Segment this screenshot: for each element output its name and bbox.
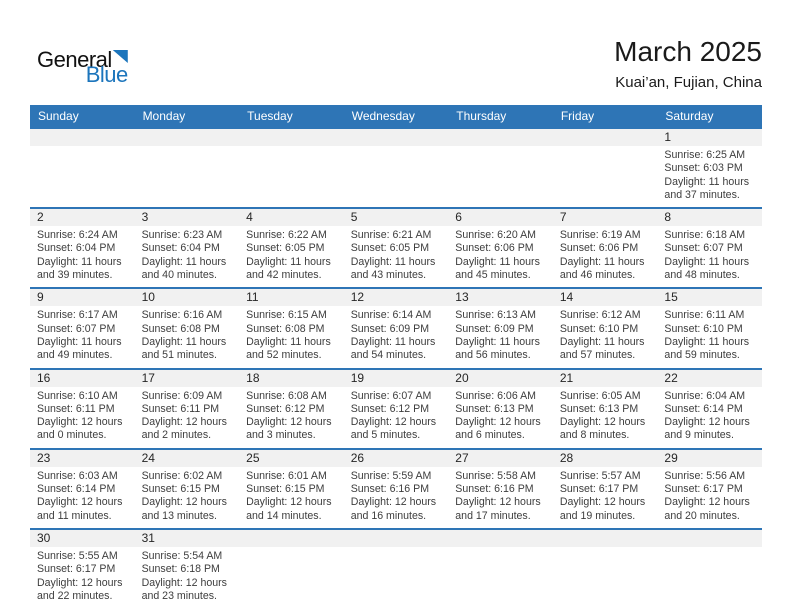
day-cell-17 xyxy=(135,370,240,448)
day-cell-30 xyxy=(30,530,135,608)
day-number: 1 xyxy=(657,129,762,146)
sunrise-text: Sunrise: 5:56 AM xyxy=(664,469,746,482)
day-cell-27 xyxy=(448,450,553,528)
day-cell-19 xyxy=(344,370,449,448)
day-number xyxy=(553,129,658,146)
weekday-header-wednesday: Wednesday xyxy=(351,109,415,123)
day-number: 20 xyxy=(448,370,553,387)
sunset-text: Sunset: 6:13 PM xyxy=(559,402,639,415)
sunrise-text: Sunrise: 6:08 AM xyxy=(246,389,327,402)
sunset-text: Sunset: 6:11 PM xyxy=(37,402,115,415)
sunrise-text: Sunrise: 6:07 AM xyxy=(350,389,432,402)
week-row xyxy=(30,528,762,608)
day-number xyxy=(448,129,553,146)
day-details xyxy=(30,387,135,448)
day-number: 30 xyxy=(30,530,135,547)
sunrise-text: Sunrise: 5:57 AM xyxy=(559,469,641,482)
day-number: 18 xyxy=(239,370,344,387)
day-details xyxy=(30,306,135,367)
weekday-header-sunday: Sunday xyxy=(38,109,79,123)
sunrise-text: Sunrise: 5:59 AM xyxy=(350,469,432,482)
day-details xyxy=(657,547,762,601)
day-number xyxy=(553,530,658,547)
daylight-text: Daylight: 11 hours and 52 minutes. xyxy=(246,335,331,362)
day-cell-16 xyxy=(30,370,135,448)
day-number: 31 xyxy=(135,530,240,547)
sunrise-text: Sunrise: 6:03 AM xyxy=(37,469,118,482)
day-number: 25 xyxy=(239,450,344,467)
sunset-text: Sunset: 6:10 PM xyxy=(559,322,639,335)
page-title: March 2025 xyxy=(614,36,762,67)
day-number: 7 xyxy=(553,209,658,226)
day-cell-29 xyxy=(657,450,762,528)
sunset-text: Sunset: 6:05 PM xyxy=(350,242,430,255)
daylight-text: Daylight: 12 hours and 16 minutes. xyxy=(350,496,437,522)
sunrise-text: Sunrise: 6:13 AM xyxy=(455,309,536,322)
sunset-text: Sunset: 6:06 PM xyxy=(559,242,639,255)
logo-text-blue: Blue xyxy=(85,62,128,87)
day-cell-3 xyxy=(135,209,240,287)
day-number: 8 xyxy=(657,209,762,226)
day-number xyxy=(448,530,553,547)
daylight-text: Daylight: 11 hours and 46 minutes. xyxy=(559,255,645,282)
empty-day-cell xyxy=(553,530,658,608)
day-details xyxy=(344,146,449,200)
empty-day-cell xyxy=(135,129,240,207)
day-number: 10 xyxy=(135,289,240,306)
sunset-text: Sunset: 6:16 PM xyxy=(350,483,430,496)
daylight-text: Daylight: 11 hours and 48 minutes. xyxy=(664,255,750,282)
sunrise-text: Sunrise: 6:04 AM xyxy=(664,389,746,402)
location-subtitle: Kuai’an, Fujian, China xyxy=(615,74,762,91)
day-details xyxy=(553,226,658,287)
sunset-text: Sunset: 6:17 PM xyxy=(37,563,116,576)
sunset-text: Sunset: 6:09 PM xyxy=(350,322,430,335)
sunset-text: Sunset: 6:04 PM xyxy=(141,242,220,255)
day-cell-22 xyxy=(657,370,762,448)
daylight-text: Daylight: 12 hours and 14 minutes. xyxy=(246,496,332,522)
day-details xyxy=(553,387,658,448)
sunset-text: Sunset: 6:11 PM xyxy=(141,402,220,415)
day-cell-15 xyxy=(657,289,762,367)
sunrise-text: Sunrise: 6:17 AM xyxy=(37,309,118,322)
day-details xyxy=(135,226,240,287)
daylight-text: Daylight: 11 hours and 49 minutes. xyxy=(37,335,122,362)
daylight-text: Daylight: 11 hours and 39 minutes. xyxy=(37,255,122,282)
day-number: 13 xyxy=(448,289,553,306)
daylight-text: Daylight: 12 hours and 8 minutes. xyxy=(559,416,646,442)
title-block xyxy=(614,37,762,91)
sunrise-text: Sunrise: 6:05 AM xyxy=(559,389,641,402)
day-number xyxy=(239,129,344,146)
sunset-text: Sunset: 6:14 PM xyxy=(37,483,116,496)
day-number xyxy=(344,129,449,146)
daylight-text: Daylight: 11 hours and 43 minutes. xyxy=(350,255,436,282)
sunset-text: Sunset: 6:08 PM xyxy=(246,322,325,335)
sunset-text: Sunset: 6:12 PM xyxy=(350,402,430,415)
day-details xyxy=(344,226,449,287)
day-details xyxy=(239,547,344,601)
day-cell-6 xyxy=(448,209,553,287)
day-cell-21 xyxy=(553,370,658,448)
empty-day-cell xyxy=(239,129,344,207)
sunrise-text: Sunrise: 6:18 AM xyxy=(664,229,746,242)
daylight-text: Daylight: 12 hours and 9 minutes. xyxy=(664,416,750,442)
week-row xyxy=(30,207,762,287)
daylight-text: Daylight: 12 hours and 13 minutes. xyxy=(141,496,227,522)
daylight-text: Daylight: 12 hours and 19 minutes. xyxy=(559,496,646,522)
empty-day-cell xyxy=(448,530,553,608)
weekday-header-thursday: Thursday xyxy=(456,109,507,123)
sunset-text: Sunset: 6:12 PM xyxy=(246,402,325,415)
daylight-text: Daylight: 11 hours and 45 minutes. xyxy=(455,255,540,282)
day-cell-12 xyxy=(344,289,449,367)
week-row xyxy=(30,448,762,528)
empty-day-cell xyxy=(30,129,135,207)
daylight-text: Daylight: 11 hours and 57 minutes. xyxy=(559,335,645,362)
day-details xyxy=(239,146,344,200)
sunset-text: Sunset: 6:03 PM xyxy=(664,162,743,175)
day-cell-24 xyxy=(135,450,240,528)
daylight-text: Daylight: 12 hours and 17 minutes. xyxy=(455,496,541,522)
day-number: 26 xyxy=(344,450,449,467)
sunrise-text: Sunrise: 6:12 AM xyxy=(559,309,641,322)
empty-day-cell xyxy=(239,530,344,608)
day-details xyxy=(239,226,344,287)
day-cell-28 xyxy=(553,450,658,528)
general-blue-logo xyxy=(37,49,128,87)
day-cell-13 xyxy=(448,289,553,367)
sunset-text: Sunset: 6:17 PM xyxy=(559,483,639,496)
sunset-text: Sunset: 6:06 PM xyxy=(455,242,534,255)
day-cell-18 xyxy=(239,370,344,448)
day-details xyxy=(135,467,240,528)
day-details xyxy=(448,467,553,528)
daylight-text: Daylight: 12 hours and 11 minutes. xyxy=(37,496,123,522)
day-details xyxy=(657,226,762,287)
day-number xyxy=(239,530,344,547)
sunset-text: Sunset: 6:04 PM xyxy=(37,242,116,255)
day-cell-14 xyxy=(553,289,658,367)
day-details xyxy=(344,467,449,528)
day-details xyxy=(448,306,553,367)
day-details xyxy=(30,226,135,287)
sunrise-text: Sunrise: 5:58 AM xyxy=(455,469,536,482)
sunrise-text: Sunrise: 6:01 AM xyxy=(246,469,327,482)
daylight-text: Daylight: 12 hours and 20 minutes. xyxy=(664,496,750,522)
day-number: 2 xyxy=(30,209,135,226)
sunrise-text: Sunrise: 6:24 AM xyxy=(37,229,118,242)
day-number: 4 xyxy=(239,209,344,226)
day-number xyxy=(30,129,135,146)
day-details xyxy=(30,467,135,528)
daylight-text: Daylight: 12 hours and 5 minutes. xyxy=(350,416,437,442)
day-number: 22 xyxy=(657,370,762,387)
sunrise-text: Sunrise: 6:02 AM xyxy=(141,469,223,482)
daylight-text: Daylight: 11 hours and 54 minutes. xyxy=(350,335,436,362)
sunset-text: Sunset: 6:17 PM xyxy=(664,483,743,496)
day-number: 16 xyxy=(30,370,135,387)
weekday-header-saturday: Saturday xyxy=(665,109,714,123)
day-number: 19 xyxy=(344,370,449,387)
day-details xyxy=(344,387,449,448)
day-cell-26 xyxy=(344,450,449,528)
sunset-text: Sunset: 6:10 PM xyxy=(664,322,743,335)
sunrise-text: Sunrise: 6:20 AM xyxy=(455,229,536,242)
sunrise-text: Sunrise: 6:11 AM xyxy=(664,309,745,322)
sunrise-text: Sunrise: 5:55 AM xyxy=(37,549,118,562)
sunrise-text: Sunrise: 6:16 AM xyxy=(141,309,223,322)
day-cell-2 xyxy=(30,209,135,287)
day-cell-31 xyxy=(135,530,240,608)
empty-day-cell xyxy=(657,530,762,608)
logo-text-general: General xyxy=(37,47,112,72)
sunset-text: Sunset: 6:09 PM xyxy=(455,322,534,335)
weekday-header-monday: Monday xyxy=(142,109,186,123)
day-number: 15 xyxy=(657,289,762,306)
day-number: 9 xyxy=(30,289,135,306)
sunrise-text: Sunrise: 6:10 AM xyxy=(37,389,118,402)
week-row xyxy=(30,287,762,367)
sunset-text: Sunset: 6:05 PM xyxy=(246,242,325,255)
day-cell-10 xyxy=(135,289,240,367)
daylight-text: Daylight: 12 hours and 6 minutes. xyxy=(455,416,541,442)
calendar-table xyxy=(30,105,762,608)
day-details xyxy=(553,547,658,601)
day-details xyxy=(30,547,135,608)
day-details xyxy=(135,146,240,200)
day-number: 17 xyxy=(135,370,240,387)
day-cell-4 xyxy=(239,209,344,287)
sunrise-text: Sunrise: 6:09 AM xyxy=(141,389,223,402)
sunset-text: Sunset: 6:13 PM xyxy=(455,402,534,415)
day-number: 28 xyxy=(553,450,658,467)
sunset-text: Sunset: 6:07 PM xyxy=(664,242,743,255)
sunrise-text: Sunrise: 6:14 AM xyxy=(350,309,432,322)
day-cell-7 xyxy=(553,209,658,287)
sunrise-text: Sunrise: 6:21 AM xyxy=(350,229,432,242)
day-number: 5 xyxy=(344,209,449,226)
day-number xyxy=(657,530,762,547)
empty-day-cell xyxy=(344,530,449,608)
sunset-text: Sunset: 6:15 PM xyxy=(246,483,325,496)
weekday-header-tuesday: Tuesday xyxy=(247,109,293,123)
day-number: 23 xyxy=(30,450,135,467)
day-cell-1 xyxy=(657,129,762,207)
day-details xyxy=(448,547,553,601)
sunrise-text: Sunrise: 5:54 AM xyxy=(141,549,223,562)
daylight-text: Daylight: 11 hours and 37 minutes. xyxy=(664,175,750,201)
day-details xyxy=(553,467,658,528)
sunrise-text: Sunrise: 6:22 AM xyxy=(246,229,327,242)
day-details xyxy=(239,387,344,448)
calendar-weeks xyxy=(30,127,762,608)
sunrise-text: Sunrise: 6:15 AM xyxy=(246,309,327,322)
day-details xyxy=(135,387,240,448)
sunset-text: Sunset: 6:14 PM xyxy=(664,402,743,415)
day-details xyxy=(448,146,553,200)
sunrise-text: Sunrise: 6:23 AM xyxy=(141,229,223,242)
day-number: 12 xyxy=(344,289,449,306)
day-details xyxy=(344,547,449,601)
daylight-text: Daylight: 11 hours and 56 minutes. xyxy=(455,335,540,362)
day-details xyxy=(553,306,658,367)
sunrise-text: Sunrise: 6:25 AM xyxy=(664,149,746,161)
daylight-text: Daylight: 11 hours and 42 minutes. xyxy=(246,255,331,282)
weekday-header-row xyxy=(30,105,762,127)
day-details xyxy=(135,306,240,367)
daylight-text: Daylight: 12 hours and 2 minutes. xyxy=(141,416,227,442)
day-details xyxy=(657,387,762,448)
day-details xyxy=(657,146,762,207)
day-details xyxy=(135,547,240,608)
sunset-text: Sunset: 6:16 PM xyxy=(455,483,534,496)
week-row xyxy=(30,127,762,207)
daylight-text: Daylight: 12 hours and 22 minutes. xyxy=(37,576,123,602)
day-number: 11 xyxy=(239,289,344,306)
day-number: 21 xyxy=(553,370,658,387)
week-row xyxy=(30,368,762,448)
day-cell-23 xyxy=(30,450,135,528)
day-cell-9 xyxy=(30,289,135,367)
day-details xyxy=(657,306,762,367)
empty-day-cell xyxy=(553,129,658,207)
daylight-text: Daylight: 11 hours and 59 minutes. xyxy=(664,335,750,362)
day-cell-5 xyxy=(344,209,449,287)
day-details xyxy=(448,226,553,287)
sunrise-text: Sunrise: 6:06 AM xyxy=(455,389,536,402)
day-number xyxy=(344,530,449,547)
day-details xyxy=(30,146,135,200)
day-details xyxy=(657,467,762,528)
day-details xyxy=(448,387,553,448)
day-number: 3 xyxy=(135,209,240,226)
day-number: 27 xyxy=(448,450,553,467)
day-number: 14 xyxy=(553,289,658,306)
day-number: 24 xyxy=(135,450,240,467)
daylight-text: Daylight: 12 hours and 23 minutes. xyxy=(141,576,227,602)
weekday-header-friday: Friday xyxy=(560,109,595,123)
daylight-text: Daylight: 11 hours and 51 minutes. xyxy=(141,335,227,362)
daylight-text: Daylight: 12 hours and 3 minutes. xyxy=(246,416,332,442)
day-number: 6 xyxy=(448,209,553,226)
sunset-text: Sunset: 6:08 PM xyxy=(141,322,220,335)
sunset-text: Sunset: 6:07 PM xyxy=(37,322,116,335)
day-details xyxy=(553,146,658,200)
day-details xyxy=(239,467,344,528)
sunset-text: Sunset: 6:15 PM xyxy=(141,483,220,496)
day-number: 29 xyxy=(657,450,762,467)
day-cell-11 xyxy=(239,289,344,367)
daylight-text: Daylight: 12 hours and 0 minutes. xyxy=(37,416,123,442)
empty-day-cell xyxy=(448,129,553,207)
sunset-text: Sunset: 6:18 PM xyxy=(141,563,220,576)
day-cell-20 xyxy=(448,370,553,448)
day-details xyxy=(239,306,344,367)
daylight-text: Daylight: 11 hours and 40 minutes. xyxy=(141,255,227,282)
day-number xyxy=(135,129,240,146)
sunrise-text: Sunrise: 6:19 AM xyxy=(559,229,641,242)
empty-day-cell xyxy=(344,129,449,207)
day-cell-25 xyxy=(239,450,344,528)
day-cell-8 xyxy=(657,209,762,287)
day-details xyxy=(344,306,449,367)
